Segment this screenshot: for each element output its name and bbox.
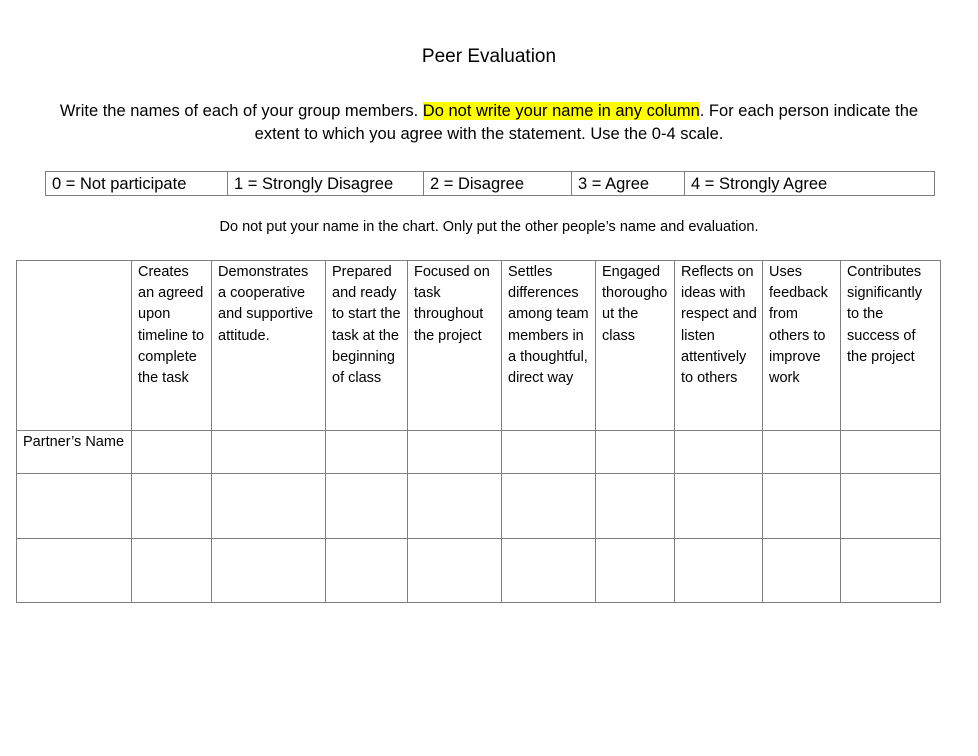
rating-cell[interactable] (841, 539, 941, 603)
peer-evaluation-table (16, 260, 941, 603)
rating-cell[interactable] (132, 474, 212, 539)
header-contributes: Contributes significantly to the success of the project (841, 261, 941, 431)
rating-cell[interactable] (408, 431, 502, 474)
rating-cell[interactable] (763, 539, 841, 603)
table-row (17, 431, 941, 474)
header-cooperative: Demonstrates a cooperative and supportive attitude. (212, 261, 326, 431)
rating-cell[interactable] (132, 431, 212, 474)
rating-cell[interactable] (408, 539, 502, 603)
rating-cell[interactable] (763, 474, 841, 539)
header-corner-cell (17, 261, 132, 431)
scale-item-2: 2 = Disagree (424, 172, 572, 196)
page-title: Peer Evaluation (421, 46, 557, 67)
instructions-text-end: . For each person indicate the extent to which you agree with the statement. Use the 0-4 scale. (254, 102, 919, 143)
rating-cell[interactable] (326, 474, 408, 539)
rating-scale-table (45, 171, 935, 196)
rating-cell[interactable] (841, 474, 941, 539)
header-feedback: Uses feedback from others to improve work (763, 261, 841, 431)
row-label-cell[interactable] (17, 474, 132, 539)
row-label-cell[interactable] (17, 539, 132, 603)
rating-cell[interactable] (326, 539, 408, 603)
rating-cell[interactable] (841, 431, 941, 474)
scale-item-0: 0 = Not participate (46, 172, 228, 196)
rating-cell[interactable] (675, 474, 763, 539)
rating-cell[interactable] (212, 539, 326, 603)
rating-cell[interactable] (596, 539, 675, 603)
rating-cell[interactable] (596, 431, 675, 474)
rating-cell[interactable] (502, 474, 596, 539)
scale-item-3: 3 = Agree (572, 172, 685, 196)
chart-note: Do not put your name in the chart. Only put the other people’s name and evaluation. (219, 219, 759, 235)
rating-cell[interactable] (326, 431, 408, 474)
header-reflects: Reflects on ideas with respect and listen attentively to others (675, 261, 763, 431)
instructions-text: Write the names of each of your group members. (59, 102, 423, 120)
rating-cell[interactable] (675, 431, 763, 474)
table-header-row (17, 261, 941, 431)
scale-item-1: 1 = Strongly Disagree (228, 172, 424, 196)
header-timeline: Creates an agreed upon timeline to complete the task (132, 261, 212, 431)
header-focused: Focused on task throughout the project (408, 261, 502, 431)
instructions-paragraph (50, 100, 928, 146)
header-settles-differences: Settles differences among team members in a thoughtful, direct way (502, 261, 596, 431)
rating-scale-row (46, 172, 935, 196)
header-engaged: Engaged thoroughout the class (596, 261, 675, 431)
instructions-highlighted-text: Do not write your name in any column (422, 102, 700, 120)
rating-cell[interactable] (502, 431, 596, 474)
rating-cell[interactable] (212, 431, 326, 474)
rating-cell[interactable] (502, 539, 596, 603)
rating-cell[interactable] (675, 539, 763, 603)
scale-item-4: 4 = Strongly Agree (685, 172, 935, 196)
rating-cell[interactable] (408, 474, 502, 539)
rating-cell[interactable] (132, 539, 212, 603)
rating-cell[interactable] (212, 474, 326, 539)
rating-cell[interactable] (596, 474, 675, 539)
header-prepared: Prepared and ready to start the task at the beginning of class (326, 261, 408, 431)
table-row (17, 539, 941, 603)
rating-cell[interactable] (763, 431, 841, 474)
table-row (17, 474, 941, 539)
row-label-cell: Partner’s Name (17, 431, 132, 474)
